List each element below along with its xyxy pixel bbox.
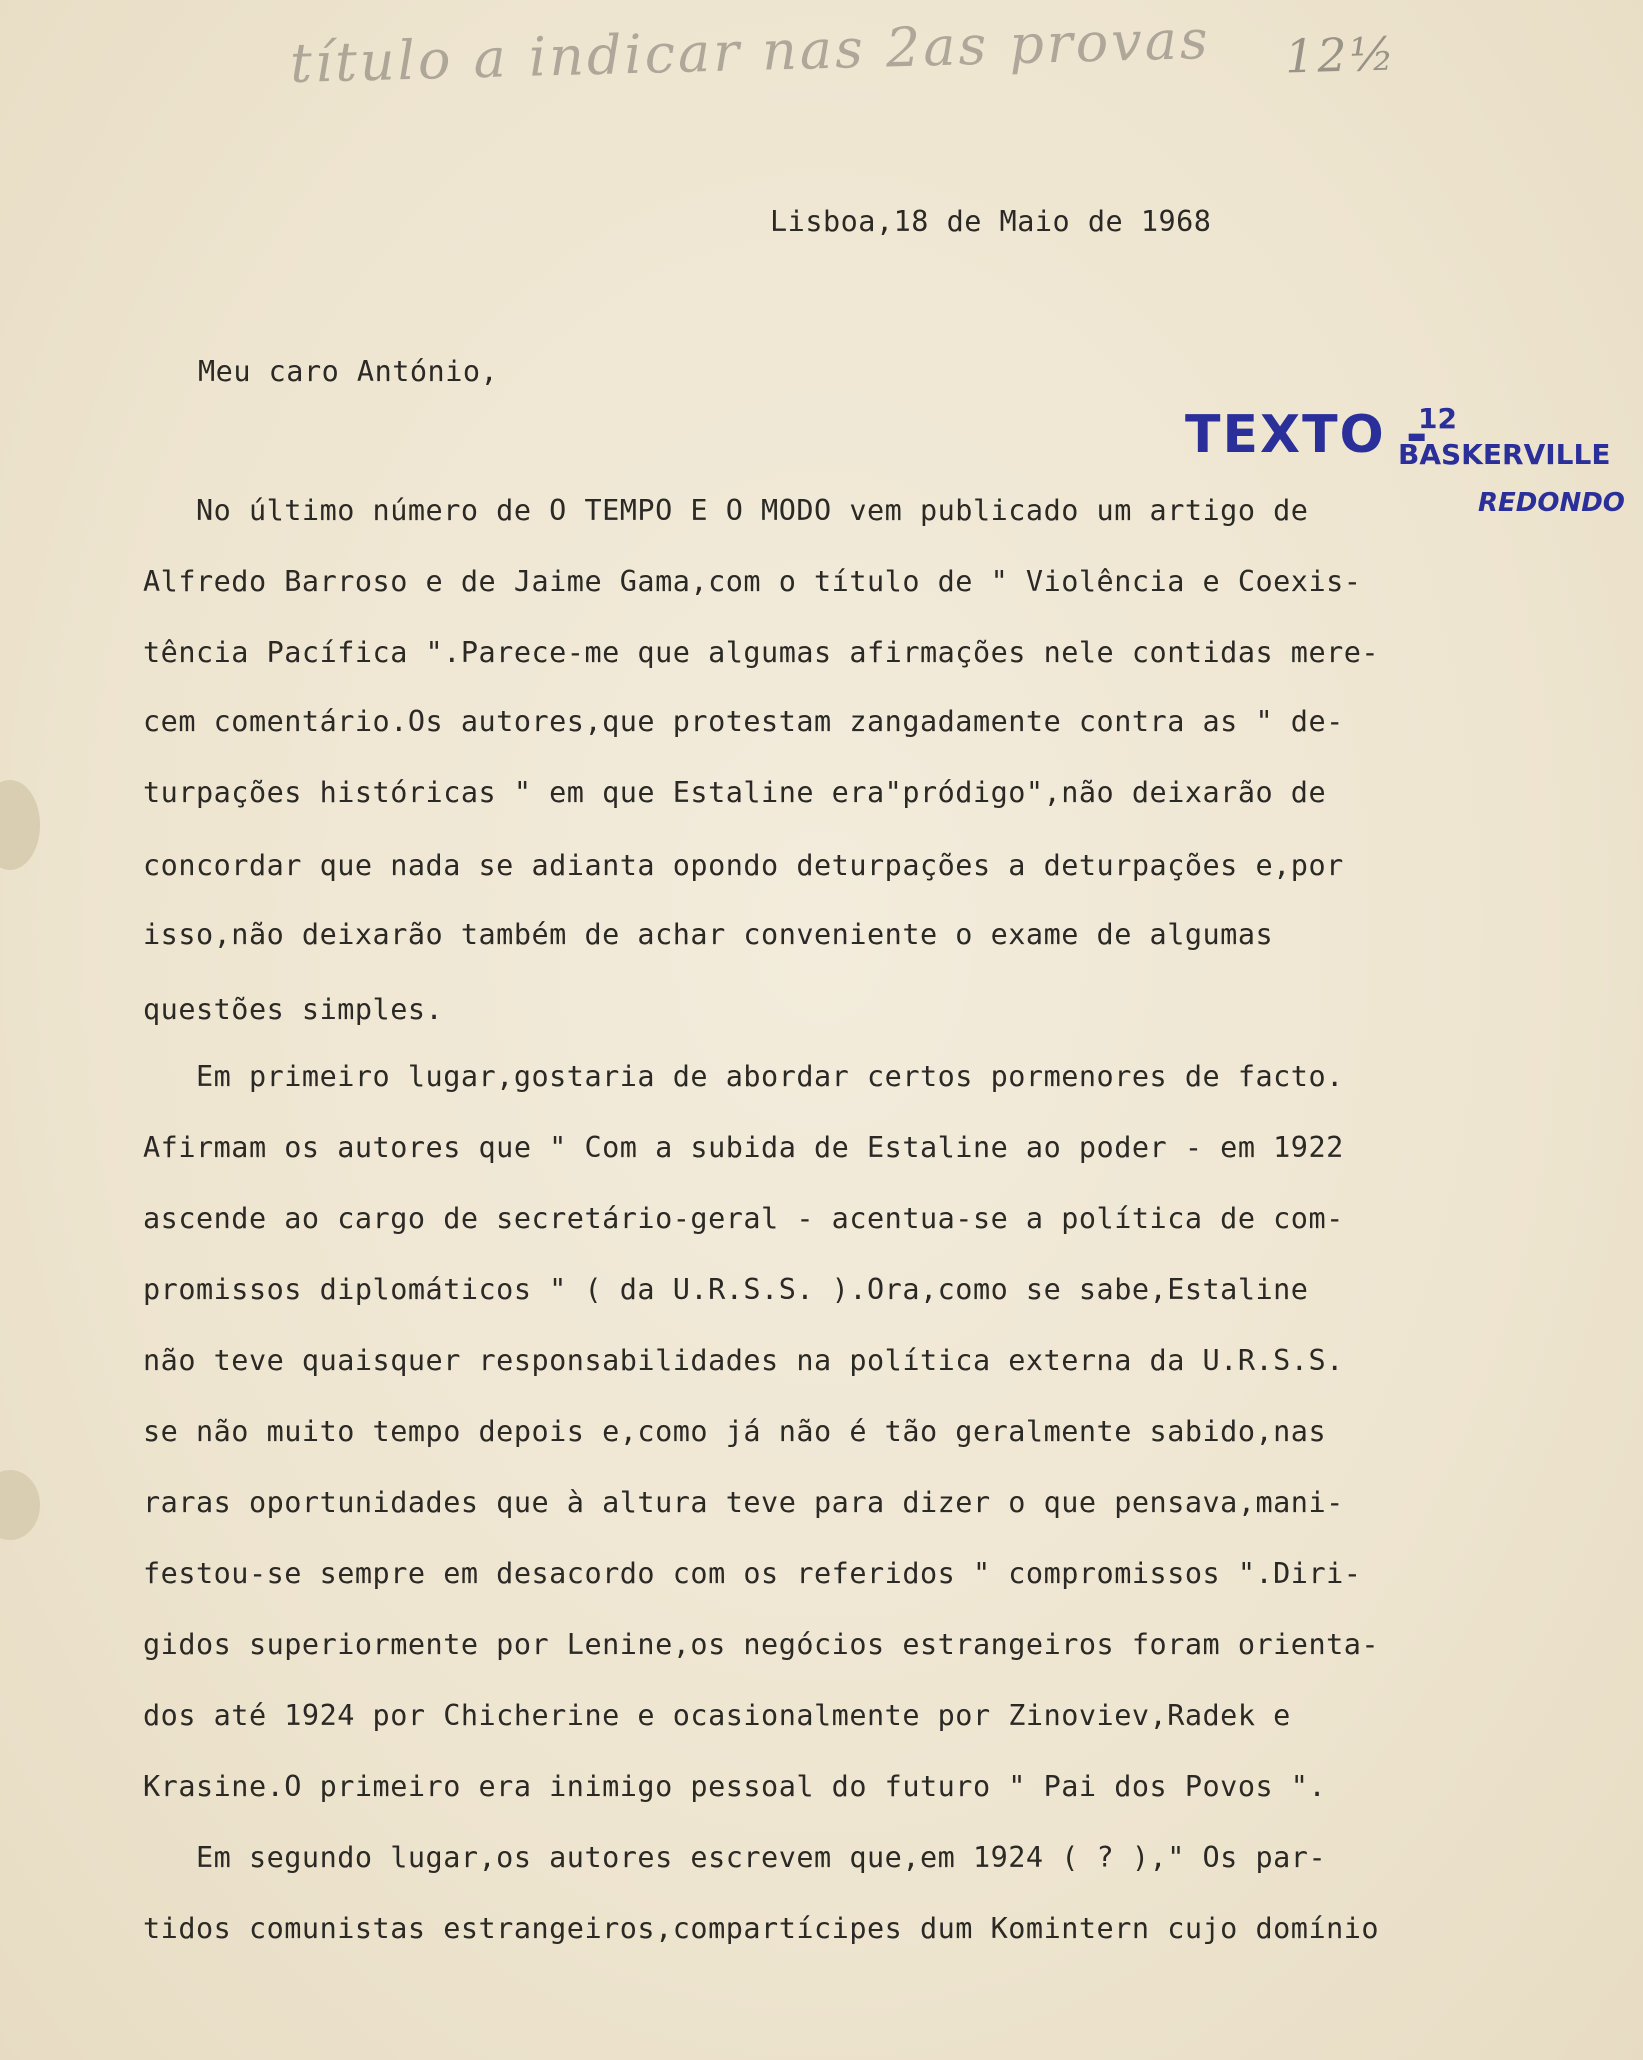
text-line: questões simples.	[143, 993, 444, 1026]
text-line: isso,não deixarão também de achar conveniente o exame de algumas	[143, 918, 1274, 951]
letter-date: Lisboa,18 de Maio de 1968	[770, 205, 1212, 238]
text-line: dos até 1924 por Chicherine e ocasionalmente por Zinoviev,Radek e	[143, 1699, 1291, 1732]
ink-annotation-size: 12	[1418, 402, 1457, 435]
text-line: Afirmam os autores que " Com a subida de Estaline ao poder - em 1922	[143, 1131, 1344, 1164]
text-line: raras oportunidades que à altura teve para dizer o que pensava,mani-	[143, 1486, 1344, 1519]
text-line: festou-se sempre em desacordo com os referidos " compromissos ".Diri-	[143, 1557, 1362, 1590]
text-line: turpações históricas " em que Estaline era"pródigo",não deixarão de	[143, 776, 1327, 809]
pencil-annotation: título a indicar nas 2as provas	[289, 7, 1212, 96]
pencil-page-number: 12½	[1284, 26, 1398, 84]
paper-tear	[0, 780, 40, 870]
ink-annotation-style: REDONDO	[1478, 488, 1625, 518]
text-line: tência Pacífica ".Parece-me que algumas afirmações nele contidas mere-	[143, 636, 1380, 669]
paper-tear	[0, 1470, 40, 1540]
text-line: Em segundo lugar,os autores escrevem que,em 1924 ( ? )," Os par-	[143, 1841, 1327, 1874]
text-line: cem comentário.Os autores,que protestam zangadamente contra as " de-	[143, 705, 1344, 738]
text-line: ascende ao cargo de secretário-geral - acentua-se a política de com-	[143, 1202, 1344, 1235]
text-line: gidos superiormente por Lenine,os negócios estrangeiros foram orienta-	[143, 1628, 1380, 1661]
ink-annotation-texto: TEXTO -	[1185, 405, 1430, 465]
text-line: tidos comunistas estrangeiros,compartícipes dum Komintern cujo domínio	[143, 1912, 1380, 1945]
letter-salutation: Meu caro António,	[198, 355, 499, 388]
ink-annotation-font: BASKERVILLE	[1398, 438, 1611, 471]
text-line: Krasine.O primeiro era inimigo pessoal do futuro " Pai dos Povos ".	[143, 1770, 1327, 1803]
text-line: No último número de O TEMPO E O MODO vem publicado um artigo de	[143, 494, 1309, 527]
text-line: concordar que nada se adianta opondo deturpações a deturpações e,por	[143, 849, 1344, 882]
text-line: Em primeiro lugar,gostaria de abordar certos pormenores de facto.	[143, 1060, 1344, 1093]
text-line: Alfredo Barroso e de Jaime Gama,com o título de " Violência e Coexis-	[143, 565, 1362, 598]
text-line: não teve quaisquer responsabilidades na política externa da U.R.S.S.	[143, 1344, 1344, 1377]
text-line: promissos diplomáticos " ( da U.R.S.S. ).Ora,como se sabe,Estaline	[143, 1273, 1309, 1306]
text-line: se não muito tempo depois e,como já não é tão geralmente sabido,nas	[143, 1415, 1327, 1448]
